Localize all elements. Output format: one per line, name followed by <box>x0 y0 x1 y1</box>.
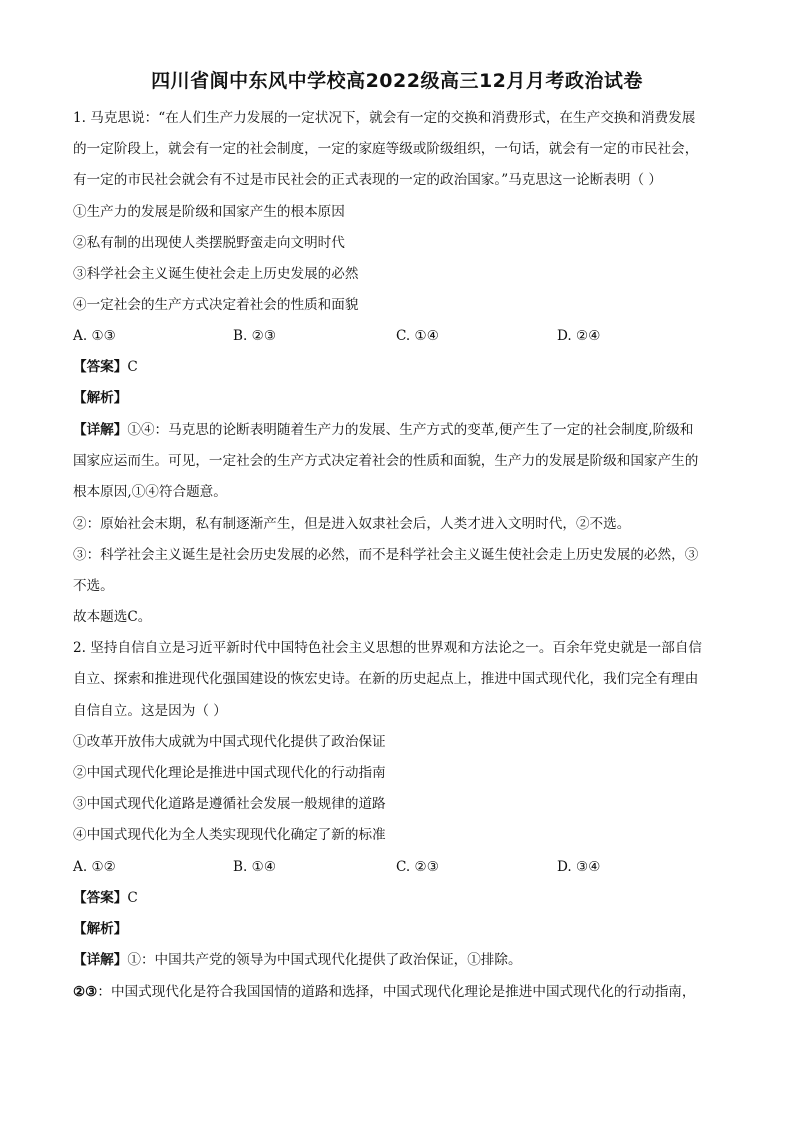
q1-explanation-line-3: 根本原因,①④符合题意。 <box>73 484 227 500</box>
q1-explanation-line-7: 故本题选C。 <box>73 609 152 625</box>
q1-explanation-line-4: ②：原始社会末期，私有制逐渐产生，但是进入奴隶社会后，人类才进入文明时代，②不选。 <box>73 516 631 532</box>
q1-option-c: C. ①④ <box>396 328 439 344</box>
q2-statement-3: ③中国式现代化道路是遵循社会发展一般规律的道路 <box>73 796 386 812</box>
q1-explanation-line-6: 不选。 <box>73 578 114 594</box>
q2-stem-line-1: 2. 坚持自信自立是习近平新时代中国特色社会主义思想的世界观和方法论之一。百余年党史就是一部自信 <box>73 640 703 656</box>
q1-explanation-line-1: 【详解】①④：马克思的论断表明随着生产力的发展、生产方式的变革,便产生了一定的社会制度,阶级和 <box>73 422 694 438</box>
q1-analysis-label: 【解析】 <box>73 390 128 406</box>
q1-option-b: B. ②③ <box>233 328 277 344</box>
q2-statement-4: ④中国式现代化为全人类实现现代化确定了新的标准 <box>73 827 386 843</box>
answer-label: 【答案】 <box>73 359 128 375</box>
q1-stem-line-2: 的一定阶段上，就会有一定的社会制度，一定的家庭等级或阶级组织，一句话，就会有一定的市民社会， <box>73 141 699 157</box>
detail-label: 【详解】 <box>73 952 128 968</box>
q1-option-a: A. ①③ <box>73 328 116 344</box>
answer-value: C <box>127 890 138 906</box>
q1-statement-4: ④一定社会的生产方式决定着社会的性质和面貌 <box>73 297 359 313</box>
q2-stem-line-2: 自立、探索和推进现代化强国建设的恢宏史诗。在新的历史起点上，推进中国式现代化，我们完全有理由 <box>73 671 699 687</box>
q1-stem-line-1: 1. 马克思说：“在人们生产力发展的一定状况下，就会有一定的交换和消费形式，在生产交换和消费发展 <box>73 110 696 126</box>
q2-statement-1: ①改革开放伟大成就为中国式现代化提供了政治保证 <box>73 734 386 750</box>
q2-explanation-line-2: ②③：中国式现代化是符合我国国情的道路和选择，中国式现代化理论是推进中国式现代化的行动指南， <box>73 984 696 1000</box>
q1-statement-3: ③科学社会主义诞生使社会走上历史发展的必然 <box>73 266 359 282</box>
q2-option-d: D. ③④ <box>557 859 601 875</box>
page-title: 四川省阆中东风中学校高2022级高三12月月考政治试卷 <box>151 70 643 92</box>
q2-stem-line-3: 自信自立。这是因为（ ） <box>73 703 227 719</box>
detail-label: 【详解】 <box>73 422 128 438</box>
q1-explanation-line-2: 国家应运而生。可见，一定社会的生产方式决定着社会的性质和面貌，生产力的发展是阶级和国家产生的 <box>73 453 699 469</box>
statement-marker: ②③ <box>73 984 98 1000</box>
q1-statement-1: ①生产力的发展是阶级和国家产生的根本原因 <box>73 204 345 220</box>
answer-value: C <box>127 359 138 375</box>
q1-option-d: D. ②④ <box>557 328 601 344</box>
q2-statement-2: ②中国式现代化理论是推进中国式现代化的行动指南 <box>73 765 386 781</box>
q1-stem-line-3: 有一定的市民社会就会有不过是市民社会的正式表现的一定的政治国家。”马克思这一论断表明（ ） <box>73 172 662 188</box>
q2-option-a: A. ①② <box>73 859 116 875</box>
q2-answer <box>73 889 138 907</box>
q1-statement-2: ②私有制的出现使人类摆脱野蛮走向文明时代 <box>73 235 345 251</box>
q1-explanation-line-5: ③：科学社会主义诞生是社会历史发展的必然，而不是科学社会主义诞生使社会走上历史发展的必然，③ <box>73 547 699 563</box>
answer-label: 【答案】 <box>73 890 128 906</box>
q2-option-c: C. ②③ <box>396 859 439 875</box>
q2-analysis-label: 【解析】 <box>73 921 128 937</box>
q2-option-b: B. ①④ <box>233 859 277 875</box>
q1-answer <box>73 358 138 376</box>
q2-explanation-line-1: 【详解】①：中国共产党的领导为中国式现代化提供了政治保证，①排除。 <box>73 952 522 968</box>
